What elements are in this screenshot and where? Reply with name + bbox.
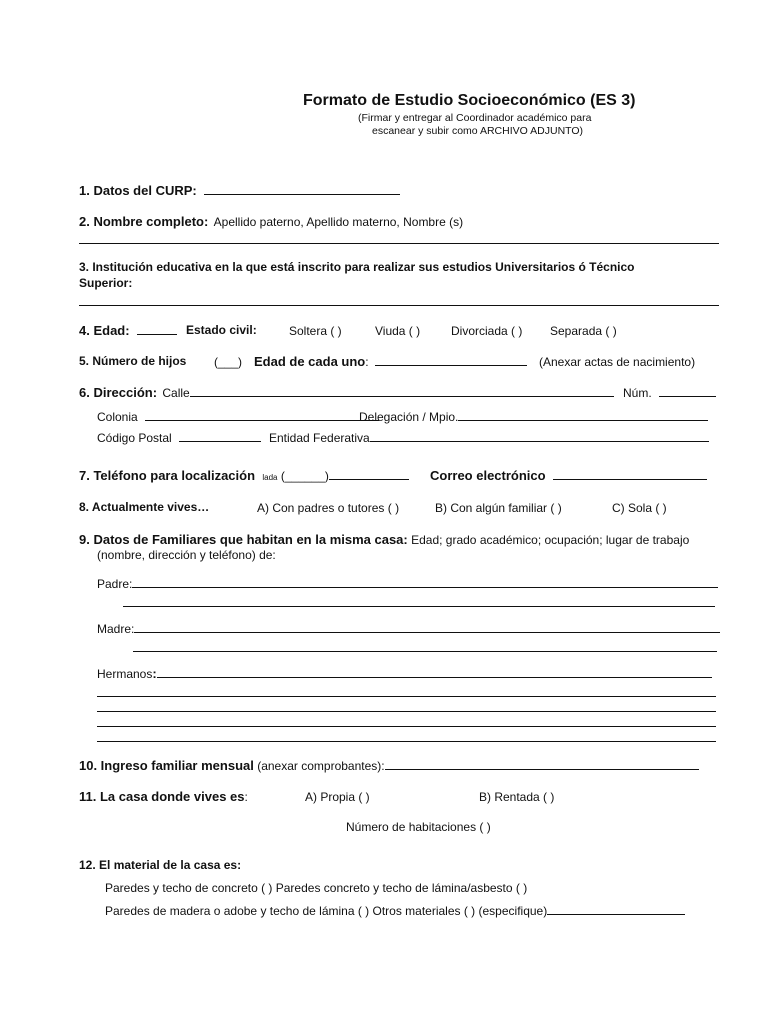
cp-row [97,431,261,445]
mother-row [97,622,720,636]
email-field[interactable] [553,469,707,480]
q2-name-line[interactable] [79,243,719,244]
form-subtitle-line1: (Firmar y entregar al Coordinador académico para [358,112,592,124]
q10-row [79,758,699,773]
income-field[interactable] [385,759,699,770]
q6-row [79,385,614,400]
house-option-rented[interactable]: B) Rentada ( ) [479,790,555,804]
form-title: Formato de Estudio Socioeconómico (ES 3) [303,92,636,109]
siblings-label: Hermanos [97,667,153,681]
age-field[interactable] [137,324,177,335]
q4-row [79,323,177,338]
q9-hint-line2: (nombre, dirección y teléfono) de: [97,548,276,562]
mother-label: Madre: [97,622,135,636]
father-field-2[interactable] [123,606,715,607]
civil-status-label: Estado civil: [186,323,257,337]
entidad-field[interactable] [370,431,709,442]
delegacion-field[interactable] [458,410,708,421]
siblings-field-2[interactable] [97,696,716,697]
q2-row [79,214,463,229]
q7-row [79,468,409,483]
q3-label-line2: Superior: [79,276,133,290]
q1-row [79,183,400,198]
form-subtitle-line2: escanear y subir como ARCHIVO ADJUNTO) [372,125,584,137]
civil-option-separada[interactable]: Separada ( ) [550,324,617,338]
colonia-label: Colonia [97,410,138,424]
siblings-field-4[interactable] [97,726,716,727]
rooms-count-field[interactable]: Número de habitaciones ( ) [346,820,491,834]
postal-code-field[interactable] [179,431,261,442]
q9-hint: Edad; grado académico; ocupación; lugar de trabajo [411,533,690,547]
q5-age-label: Edad de cada uno [254,354,366,369]
lives-option-alone[interactable]: C) Sola ( ) [612,501,667,515]
entidad-label: Entidad Federativa [269,431,370,445]
lada-label: lada [262,473,278,482]
siblings-field-1[interactable] [157,667,712,678]
siblings-field-5[interactable] [97,741,716,742]
q2-hint: Apellido paterno, Apellido materno, Nombre (s) [213,215,464,229]
q11-row [79,789,248,804]
siblings-row [97,666,712,681]
siblings-colon: : [152,666,157,681]
civil-option-soltera[interactable]: Soltera ( ) [289,324,342,338]
q9-label: 9. Datos de Familiares que habitan en la misma casa: [79,532,408,547]
mother-field-2[interactable] [133,651,717,652]
entidad-row [269,431,709,445]
house-option-owned[interactable]: A) Propia ( ) [305,790,370,804]
lives-option-parents[interactable]: A) Con padres o tutores ( ) [257,501,400,515]
q5-age-row [254,354,527,369]
mother-field-1[interactable] [134,622,720,633]
lives-option-relative[interactable]: B) Con algún familiar ( ) [435,501,562,515]
delegacion-row [359,410,708,424]
civil-option-divorciada[interactable]: Divorciada ( ) [451,324,523,338]
q10-hint: (anexar comprobantes): [257,759,385,773]
siblings-field-3[interactable] [97,711,716,712]
q5-label: 5. Número de hijos [79,354,187,368]
q12-label: 12. El material de la casa es: [79,858,242,872]
q11-label: 11. La casa donde vives es [79,789,245,804]
postal-code-label: Código Postal [97,431,172,445]
q5-age-colon: : [365,355,369,369]
q3-institution-line[interactable] [79,305,719,306]
delegacion-label: Delegación / Mpio. [359,410,459,424]
children-ages-field[interactable] [375,355,527,366]
q4-label: 4. Edad: [79,323,130,338]
q8-label: 8. Actualmente vives… [79,500,210,514]
civil-option-viuda[interactable]: Viuda ( ) [375,324,421,338]
colonia-row [97,410,379,424]
q2-label: 2. Nombre completo: [79,214,209,229]
q11-colon: : [244,790,248,804]
q3-label-line1: 3. Institución educativa en la que está inscrito para realizar sus estudios Universitarios ó Técnico [79,260,635,274]
number-label: Núm. [623,386,652,400]
curp-field[interactable] [204,184,400,195]
father-field-1[interactable] [132,577,718,588]
other-material-field[interactable] [547,904,685,915]
email-row [430,468,707,483]
q7-label: 7. Teléfono para localización [79,468,256,483]
email-label: Correo electrónico [430,468,546,483]
q6-label: 6. Dirección: [79,385,158,400]
q10-label: 10. Ingreso familiar mensual [79,758,254,773]
material-options-line1[interactable]: Paredes y techo de concreto ( ) Paredes concreto y techo de lámina/asbesto ( ) [105,881,528,895]
number-field[interactable] [659,386,716,397]
lada-field[interactable]: (______) [280,469,329,483]
q9-row [79,532,689,547]
material-options-line2-text[interactable]: Paredes de madera o adobe y techo de lámina ( ) Otros materiales ( ) (especifique) [105,904,548,918]
father-row [97,577,718,591]
street-label: Calle [162,386,190,400]
number-row [623,386,716,400]
colonia-field[interactable] [145,410,379,421]
street-field[interactable] [190,386,614,397]
q1-label: 1. Datos del CURP: [79,183,197,198]
children-count-field[interactable]: (___) [214,355,243,369]
phone-field[interactable] [329,469,409,480]
father-label: Padre: [97,577,133,591]
material-options-line2 [105,904,685,918]
q5-note: (Anexar actas de nacimiento) [539,355,696,369]
